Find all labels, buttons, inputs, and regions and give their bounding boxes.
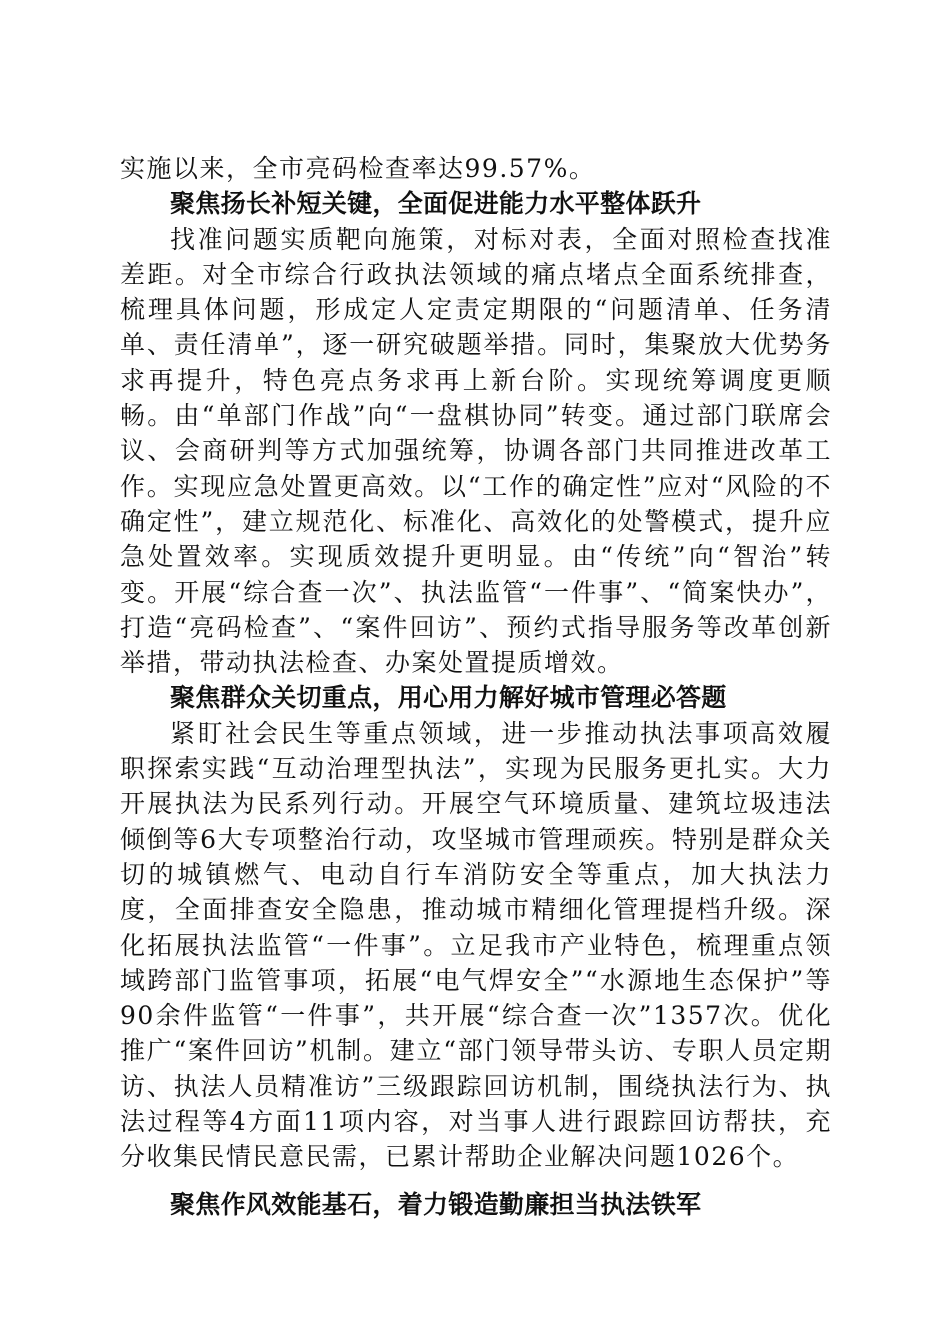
section-heading-strengths: 聚焦扬长补短关键，全面促进能力水平整体跃升	[170, 189, 702, 219]
section-heading-public-concerns: 聚焦群众关切重点，用心用力解好城市管理必答题	[170, 683, 727, 713]
section-heading-work-style: 聚焦作风效能基石，着力锻造勤廉担当执法铁军	[170, 1189, 702, 1219]
paragraph-continuation: 实施以来，全市亮码检查率达99.57%。	[120, 154, 596, 183]
paragraph-capability: 找准问题实质靶向施策，对标对表，全面对照检查找准差距。对全市综合行政执法领域的痛点堵点全面系统排查，梳理具体问题，形成定人定责定期限的“问题清单、任务清单、责任清单”，逐一研究破题举措。同时，集聚放大优势务求再提升，特色亮点务求再上新台阶。实现统筹调度更顺畅。由“单部门作战”向“一盘棋协同”转变。通过部门联席会议、会商研判等方式加强统筹，协调各部门共同推进改革工作。实现应急处置更高效。以“工作的确定性”应对“风险的不确定性”，建立规范化、标准化、高效化的处警模式，提升应急处置效率。实现质效提升更明显。由“传统”向“智治”转变。开展“综合查一次”、执法监管“一件事”、“简案快办”，打造“亮码检查”、“案件回访”、预约式指导服务等改革创新举措，带动执法检查、办案处置提质增效。	[120, 224, 832, 678]
document-body	[120, 151, 832, 1222]
paragraph-public-service: 紧盯社会民生等重点领域，进一步推动执法事项高效履职探索实践“互动治理型执法”，实现为民服务更扎实。大力开展执法为民系列行动。开展空气环境质量、建筑垃圾违法倾倒等6大专项整治行动，攻坚城市管理顽疾。特别是群众关切的城镇燃气、电动自行车消防安全等重点，加大执法力度，全面排查安全隐患，推动城市精细化管理提档升级。深化拓展执法监管“一件事”。立足我市产业特色，梳理重点领域跨部门监管事项，拓展“电气焊安全”“水源地生态保护”等90余件监管“一件事”，共开展“综合查一次”1357次。优化推广“案件回访”机制。建立“部门领导带头访、专职人员定期访、执法人员精准访”三级跟踪回访机制，围绕执法行为、执法过程等4方面11项内容，对当事人进行跟踪回访帮扶，充分收集民情民意民需，已累计帮助企业解决问题1026个。	[120, 718, 832, 1172]
